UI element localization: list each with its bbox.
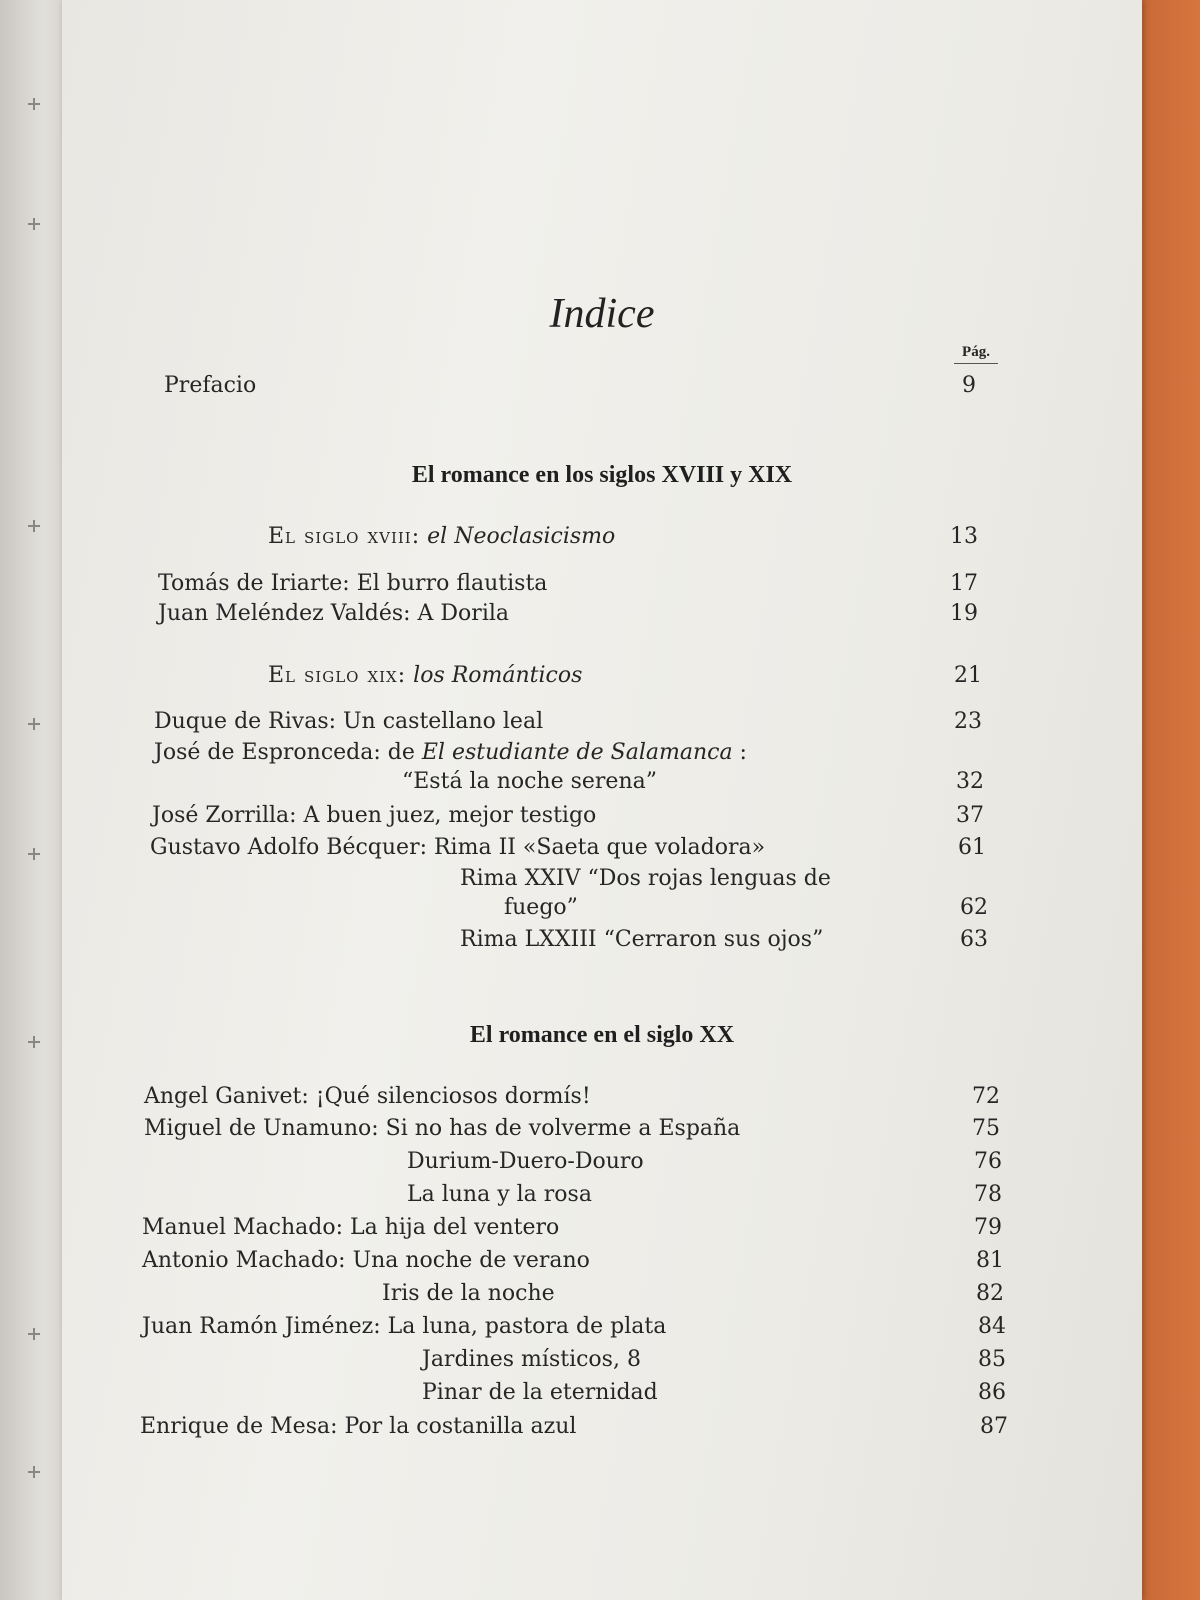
page-number: 86 bbox=[978, 1380, 1006, 1405]
toc-entry-continuation: fuego” 62 bbox=[504, 895, 988, 920]
toc-entry: Juan Ramón Jiménez: La luna, pastora de plata 84 bbox=[142, 1314, 1006, 1339]
toc-entry-preface: Prefacio 9 bbox=[164, 373, 976, 398]
page-number: 13 bbox=[950, 524, 978, 549]
page-number: 76 bbox=[974, 1149, 1002, 1174]
page-number: 63 bbox=[960, 927, 988, 952]
toc-entry: Angel Ganivet: ¡Qué silenciosos dormís! 72 bbox=[144, 1084, 1000, 1109]
page-number: 87 bbox=[980, 1414, 1008, 1439]
page-number: 84 bbox=[978, 1314, 1006, 1339]
binding-stitch bbox=[28, 1036, 40, 1048]
page-title: Indice bbox=[549, 291, 655, 337]
page-number: 23 bbox=[954, 709, 982, 734]
page-number: 72 bbox=[972, 1084, 1000, 1109]
toc-entry: Antonio Machado: Una noche de verano 81 bbox=[142, 1248, 1004, 1273]
binding-stitch bbox=[28, 520, 40, 532]
section-label: El siglo xix: bbox=[268, 663, 407, 688]
toc-entry: José Zorrilla: A buen juez, mejor testigo 37 bbox=[152, 803, 984, 828]
toc-entry-continuation: Rima LXXIII “Cerraron sus ojos” 63 bbox=[460, 927, 988, 952]
toc-entry-continuation: La luna y la rosa 78 bbox=[407, 1182, 1002, 1207]
toc-entry: Manuel Machado: La hija del ventero 79 bbox=[142, 1215, 1002, 1240]
binding-stitch bbox=[28, 218, 40, 230]
page-number: 32 bbox=[956, 769, 984, 794]
toc-entry-continuation: Iris de la noche 82 bbox=[382, 1281, 1004, 1306]
page-number: 79 bbox=[974, 1215, 1002, 1240]
binding-stitch bbox=[28, 98, 40, 110]
toc-entry: Gustavo Adolfo Bécquer: Rima II «Saeta que voladora» 61 bbox=[150, 835, 986, 860]
part-heading-1: El romance en los siglos XVIII y XIX bbox=[411, 462, 793, 488]
binding-stitch bbox=[28, 848, 40, 860]
book-page bbox=[62, 0, 1142, 1600]
toc-entry: José de Espronceda: de El estudiante de Salamanca : bbox=[154, 740, 747, 765]
toc-entry-continuation: Rima XXIV “Dos rojas lenguas de bbox=[460, 866, 831, 891]
page-number: 19 bbox=[950, 601, 978, 626]
page-number: 17 bbox=[950, 571, 978, 596]
toc-entry-continuation: Jardines místicos, 8 85 bbox=[422, 1347, 1006, 1372]
section-label: El siglo xviii: bbox=[268, 524, 421, 549]
section-subtitle: los Románticos bbox=[413, 663, 583, 688]
toc-section-xix bbox=[62, 663, 1142, 693]
binding-stitch bbox=[28, 1328, 40, 1340]
book-cover-edge bbox=[1142, 0, 1200, 1600]
toc-section-xviii bbox=[62, 524, 1142, 554]
work-title: El estudiante de Salamanca bbox=[421, 740, 733, 765]
toc-entry: Duque de Rivas: Un castellano leal 23 bbox=[154, 709, 982, 734]
page-number: 21 bbox=[954, 663, 982, 688]
page-number: 61 bbox=[958, 835, 986, 860]
page-column-header: Pág. bbox=[954, 344, 998, 364]
page-number: 37 bbox=[956, 803, 984, 828]
part-heading-2: El romance en el siglo XX bbox=[469, 1022, 735, 1048]
page-number: 75 bbox=[972, 1116, 1000, 1141]
page-number: 81 bbox=[976, 1248, 1004, 1273]
section-subtitle: el Neoclasicismo bbox=[427, 524, 616, 549]
toc-entry-continuation: Durium-Duero-Douro 76 bbox=[407, 1149, 1002, 1174]
toc-entry: Juan Meléndez Valdés: A Dorila 19 bbox=[158, 601, 978, 626]
page-number: 85 bbox=[978, 1347, 1006, 1372]
toc-entry-continuation: Pinar de la eternidad 86 bbox=[422, 1380, 1006, 1405]
page-number: 9 bbox=[962, 373, 976, 398]
page-number: 62 bbox=[960, 895, 988, 920]
page-number: 82 bbox=[976, 1281, 1004, 1306]
page-number: 78 bbox=[974, 1182, 1002, 1207]
binding-stitch bbox=[28, 718, 40, 730]
toc-entry: Miguel de Unamuno: Si no has de volverme a España 75 bbox=[144, 1116, 1000, 1141]
book-gutter bbox=[0, 0, 62, 1600]
toc-entry: Tomás de Iriarte: El burro flautista 17 bbox=[158, 571, 978, 596]
toc-entry: Enrique de Mesa: Por la costanilla azul 87 bbox=[140, 1414, 1008, 1439]
binding-stitch bbox=[28, 1466, 40, 1478]
toc-entry-continuation: “Está la noche serena” 32 bbox=[402, 769, 984, 794]
